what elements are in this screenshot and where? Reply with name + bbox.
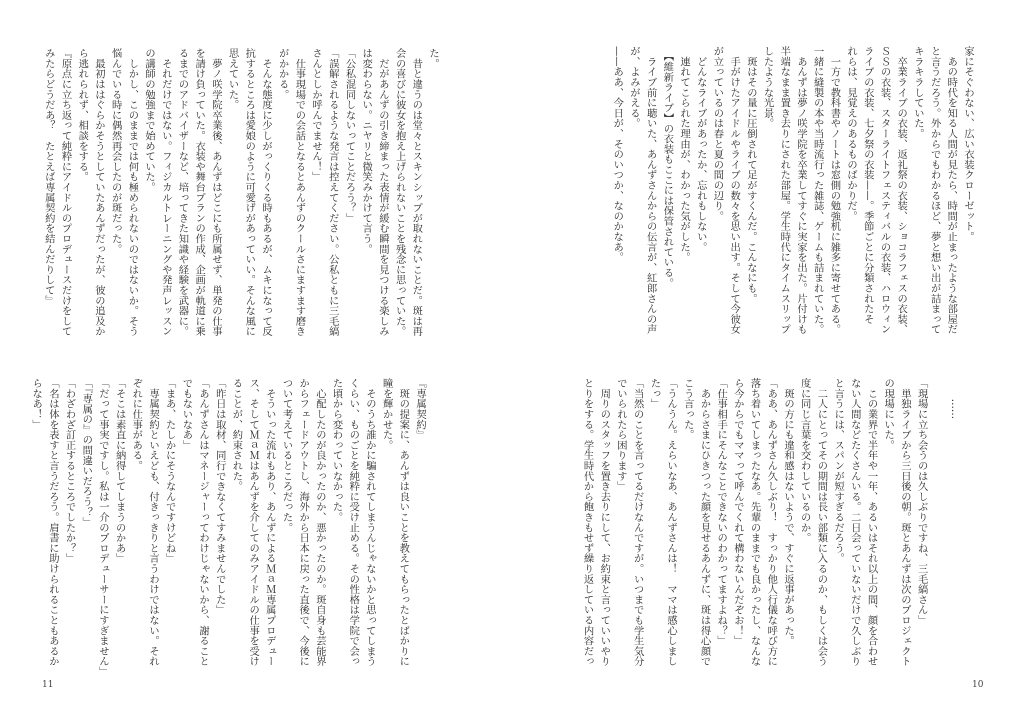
text-line: た。 [427, 48, 439, 69]
text-line: 「現場に立ち会うのは久しぶりですね、三毛縞さん」 [915, 378, 928, 626]
text-line: 最初ははぐらかそうとしていたあんずだったが、彼の追及か [92, 48, 105, 337]
text-line: 周りのスタッフを置き去りにして、お約束と言っていいやり [598, 378, 611, 667]
text-line: と言うだろう。外からでもわかるほど、夢と想い出が詰まって [928, 46, 941, 335]
text-line: あの時代を知る人間が見たら、時間が止まったような部屋だ [945, 46, 958, 335]
text-line: ——ああ、今日が、そのいつか、なのかなあ。 [611, 46, 624, 263]
text-line: 「うんうん。えらいなあ、あんずさんは！ ママは感心しまし [665, 378, 678, 667]
text-line: 抗するところは愛娘のように可愛げがあっていい。そんな風に [243, 48, 256, 337]
text-line: 半端なまま置き去りにされた部屋。学生時代にタイムスリップ [778, 46, 791, 335]
text-line: こう言った。 [681, 378, 694, 440]
text-line: 瞳を輝かせた。 [380, 378, 393, 451]
text-line: 思えていた。 [226, 48, 239, 110]
text-line: あんずは夢ノ咲学院を卒業してすぐに実家を出た。片付けも [794, 46, 807, 335]
right-page-lower-tier [579, 378, 963, 667]
text-line: れらは、見覚えのあるものばかりだ。 [845, 46, 858, 222]
text-line: だがあんずの引き締まった表情が緩む瞬間を見つける楽しみ [376, 48, 389, 337]
text-line: ＳＳの衣装、スターライトフェスティバルの衣装、ハロウィン [878, 46, 891, 335]
text-line: 「ああ、あんずさん久しぶり！ すっかり他人行儀な呼び方に [765, 378, 778, 667]
text-line: 心配したのが良かったのか、悪かったのか。斑自身も芸能界 [313, 378, 326, 667]
text-line: くらい、ものごとを純粋に受け止める。その性格は学院で会っ [347, 378, 360, 667]
text-line: 「仕事相手にそんなことできないのわかってますよね？」 [715, 378, 728, 646]
text-line: ることが、約束された。 [230, 378, 243, 492]
text-line: 専属契約といえども、付きっきりと言うわけではない。それ [147, 378, 159, 667]
text-line: を請け負っていた。衣装や舞台プランの作成、企画が軌道に乗 [193, 48, 206, 337]
text-line: 家にそぐわない、広い衣装クローゼット。 [962, 46, 974, 242]
text-line: ない人間などたくさんいる。二日会っていないだけで久しぶり [848, 378, 861, 667]
text-line: しかし、このままでは何も極められないのではないか。そう [126, 48, 139, 337]
text-line: 「だって事実ですし。私は一介のプロデューサーにすぎません」 [96, 378, 109, 677]
text-line: 「まあ、たしかにそうなんですけどね」 [163, 378, 176, 564]
text-line: 斑の方にも違和感はないようで、すぐに返事があった。 [781, 378, 794, 646]
text-line: るまでのアドバイザーなど、培ってきた知識や経験を武器に。 [176, 48, 189, 337]
text-line: 「『専属の』の間違いだろう？」 [80, 378, 93, 528]
text-line: と言うには、スパンが短すぎるだろう。 [832, 378, 845, 564]
text-line: 「当然のことを言ってるだけなんですが。いつまでも学生気分 [631, 378, 644, 667]
text-line: ライブ前に聴いた、あんずさんからの伝言が、紅郎さんの声 [644, 46, 657, 335]
text-line: がかかる。 [276, 48, 289, 100]
text-line: 斑はその量に圧倒されて足がすくんだ。こんなにも。 [744, 46, 757, 304]
text-line: ら今からでもママって呼んでくれて構わないんだぞお！」 [731, 378, 744, 646]
text-line: 悩んでいる時に偶然再会したのが斑だった。 [109, 48, 122, 254]
text-line: の講師の勉強まで始めていた。 [143, 48, 156, 193]
text-line: 昔と違うのは堂々とスキンシップが取れないことだ。斑は再 [410, 48, 423, 337]
text-line: 「そこは素直に納得してしまうのかあ」 [113, 378, 126, 564]
page-number: 10 [972, 680, 984, 690]
text-line: らなあ！」 [30, 378, 43, 430]
text-line: 手がけたアイドルやライブの数々を思い出す。そして今彼女 [728, 46, 741, 335]
text-line: キラキラしていた。 [911, 46, 924, 139]
text-line: ら逃れられず、相談をする。 [76, 48, 89, 182]
text-line: ついて考えているところだった。 [280, 378, 293, 533]
text-line: 一方で教科書やノートは窓側の勉強机に雑多に寄せてある。 [828, 46, 841, 335]
text-line: ぞれに仕事がある。 [130, 378, 143, 471]
text-line: 落ち着いてしまったなあ。先輩のままでも良かったし、なんな [748, 378, 761, 667]
text-line: た頃から変わっていなかった。 [330, 378, 343, 523]
text-line: そんな態度に少しがっくりくる時もあるが、ムキになって反 [259, 48, 272, 337]
text-line: が立っているのは春と夏の間の辺り。 [711, 46, 724, 222]
text-line: の現場にいた。 [882, 378, 895, 451]
text-line: したような光景。 [761, 46, 774, 129]
text-line: 卒業ライブの衣装、返礼祭の衣装、ショコラフェスの衣装、 [895, 46, 908, 335]
text-line: は変わらない。ニヤリと微笑みかけて言う。 [360, 48, 373, 254]
right-page-upper-tier [609, 46, 976, 335]
text-line: ス、そしてＭａＭはあんずを介してのみアイドルの仕事を受け [247, 378, 260, 667]
text-line: 夢ノ咲学院卒業後、あんずはどこにも所属せず、単発の仕事 [209, 48, 222, 337]
text-line: あからさまにひきつった顔を見せるあんずに、斑は得心顔で [698, 378, 711, 667]
text-line [930, 378, 947, 662]
text-line: 仕事現場での会話となるとあんずのクールさにますます磨き [293, 48, 306, 337]
text-line: …… [949, 378, 961, 420]
text-line: 度に同じ言葉を交わしているのか。 [798, 378, 811, 543]
text-line: 「誤解されるような発言は控えてください。公私ともに三毛縞 [326, 48, 339, 337]
text-line: 「昨日は取材、同行できなくてすみませんでした」 [213, 378, 226, 615]
text-line: ライブの衣装、七夕祭の衣装——。季節ごとに分類されたそ [861, 46, 874, 325]
text-line: 連れてこられた理由が、わかった気がした。 [678, 46, 691, 263]
text-line: でもないなあ」 [180, 378, 193, 451]
text-line: たっ」 [648, 378, 661, 409]
text-line: どんなライブがあったか、忘れもしない。 [694, 46, 707, 252]
text-line: 二人にとってその期間は長い部類に入るのか、もしくは会う [815, 378, 828, 667]
text-line: 「公私混同しないってことだろう？」 [343, 48, 356, 224]
left-page-upper-tier [40, 48, 441, 337]
text-line: でいられたら困ります」 [614, 378, 627, 492]
text-line: 『原点に立ち返って純粋にアイドルのプロデュースだけをして [59, 48, 72, 337]
text-line: そういった流れもあり、あんずによるＭａＭ専属プロデュー [263, 378, 276, 667]
text-line: からフェードアウトし、海外から日本に戻った直後で、今後に [297, 378, 310, 667]
text-line: とりをする。学生時代から飽きもせず繰り返している内容だっ [581, 378, 594, 667]
text-line: 「名は体を表すと言うだろう。肩書に助けられることもあるか [46, 378, 59, 667]
text-line: 【維新ライブ】の衣装もここには保管されている。 [661, 46, 674, 289]
text-line: 単独ライブから三日後の朝。斑とあんずは次のプロジェクト [898, 378, 911, 667]
text-line: が、よみがえる。 [627, 46, 640, 129]
text-line: 会の喜びに彼女を抱え上げられないことを残念に思っていた。 [393, 48, 406, 337]
text-line: みたらどうだあ？ たとえば専属契約を結んだりして』 [42, 48, 55, 306]
left-page-lower-tier [28, 378, 429, 677]
text-line: 「あんずさんはマネージャーってわけじゃないから、謝ること [197, 378, 210, 667]
text-line: そのうち誰かに騙されてしまうんじゃないかと思ってしまう [363, 378, 376, 667]
text-line: 『専属契約』 [414, 378, 426, 440]
page-number: 11 [42, 680, 54, 690]
text-line: 斑の提案に、あんずは良いことを教えてもらったとばかりに [397, 378, 410, 667]
text-line: それだけではない。フィジカルトレーニングや発声レッスン [159, 48, 172, 337]
text-line: 一緒に縫製の本や当時流行った雑誌、ゲームも詰まれていた。 [811, 46, 824, 335]
text-line: さんとしか呼んでません！」 [310, 48, 323, 182]
text-line: この業界で半年や一年、あるいはそれ以上の間、顔を合わせ [865, 378, 878, 667]
text-line: 「わざわざ訂正するところでしたか？」 [63, 378, 76, 564]
